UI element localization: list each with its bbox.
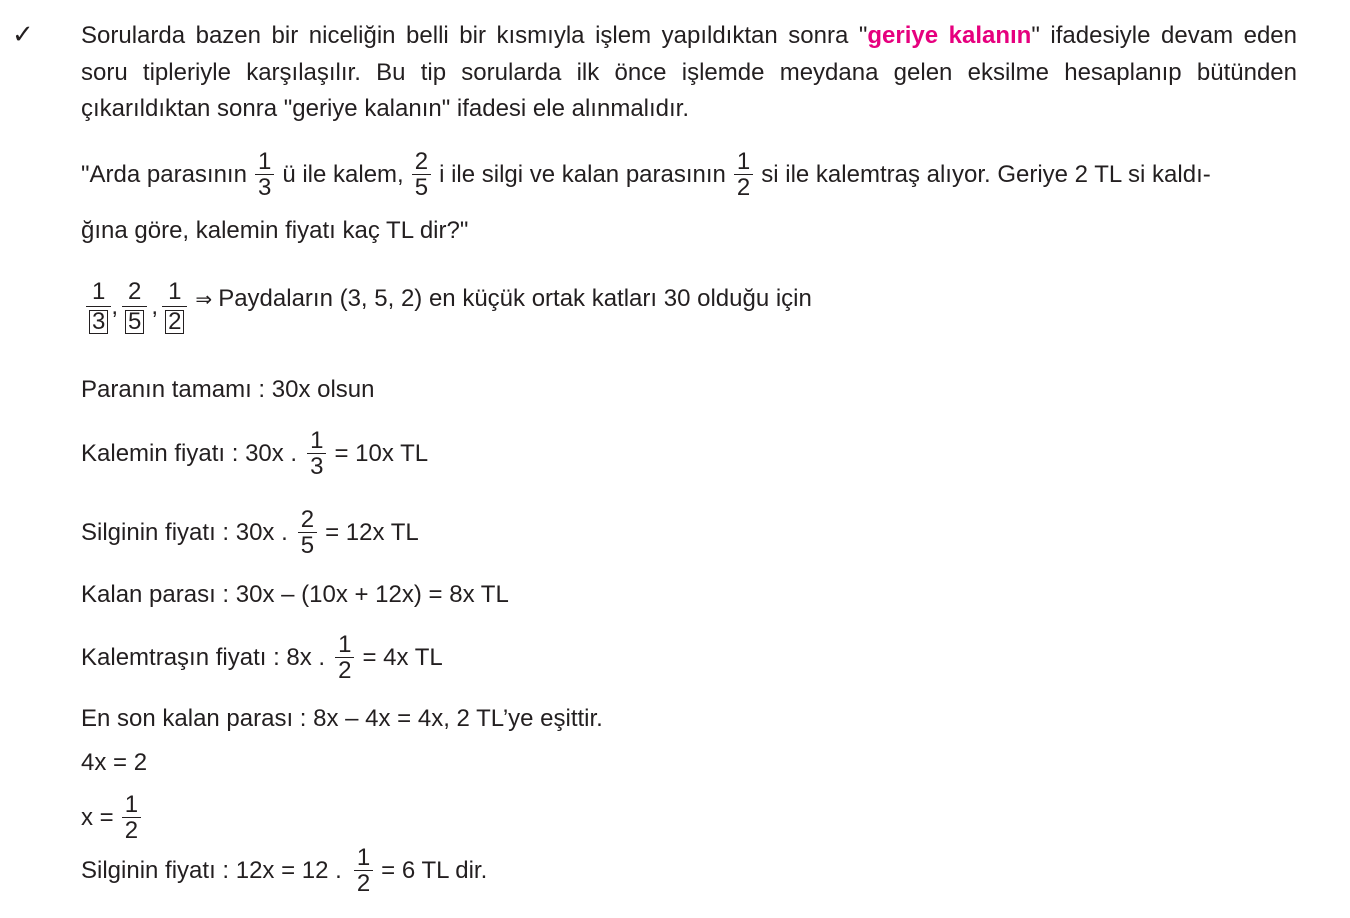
problem-text: si ile kalemtraş alıyor. Geriye 2 TL si kaldı- bbox=[761, 161, 1211, 188]
fraction-1-2 bbox=[122, 790, 141, 844]
step-result: = 12x TL bbox=[325, 519, 419, 546]
fraction-1-2 bbox=[335, 630, 354, 684]
intro-paragraph bbox=[81, 18, 1297, 128]
fraction-1-2 bbox=[734, 147, 753, 201]
numerator: 1 bbox=[335, 633, 354, 658]
numerator: 1 bbox=[354, 846, 373, 871]
boxed-denominator: 2 bbox=[165, 310, 184, 334]
boxed-denominator: 5 bbox=[125, 310, 144, 334]
numerator: 2 bbox=[122, 280, 147, 307]
numerator: 2 bbox=[298, 508, 317, 533]
problem-line-1 bbox=[81, 147, 1211, 203]
fraction-1-3 bbox=[255, 147, 274, 201]
intro-line-1 bbox=[81, 18, 1297, 55]
lcm-line bbox=[84, 272, 812, 342]
step-text: Kalemtraşın fiyatı : 8x . bbox=[81, 644, 326, 671]
numerator: 1 bbox=[734, 150, 753, 175]
step-pen-price bbox=[81, 426, 428, 482]
lcm-text: Paydaların (3, 5, 2) en küçük ortak katları 30 olduğu için bbox=[218, 285, 812, 312]
denominator: 3 bbox=[310, 452, 324, 480]
step-result: = 6 TL dir. bbox=[381, 857, 488, 884]
intro-line-3: çıkarıldıktan sonra "geriye kalanın" ifadesi ele alınmalıdır. bbox=[81, 95, 690, 122]
step-sharpener-price bbox=[81, 630, 443, 686]
problem-line-2: ğına göre, kalemin fiyatı kaç TL dir?" bbox=[81, 217, 469, 244]
denominator: 3 bbox=[257, 173, 272, 201]
numerator: 1 bbox=[255, 150, 274, 175]
fraction-1-3 bbox=[307, 426, 326, 480]
step-result: = 4x TL bbox=[362, 644, 443, 671]
denominator: 2 bbox=[736, 173, 751, 201]
implies-arrow-icon: ⇒ bbox=[195, 287, 213, 311]
problem-text: ü ile kalem, bbox=[282, 161, 404, 188]
fraction-2-5 bbox=[412, 147, 431, 201]
step-x-value bbox=[81, 791, 147, 845]
numerator: 1 bbox=[307, 429, 326, 454]
denominator: 2 bbox=[338, 656, 352, 684]
comma: , bbox=[111, 293, 119, 320]
boxed-denominator: 3 bbox=[89, 310, 108, 334]
intro-line-2: soru tipleriyle karşılaşılır. Bu tip sorularda ilk önce işlemde meydana gelen eksilme hesaplanıp bütünden bbox=[81, 58, 1297, 86]
step-result: = 10x TL bbox=[334, 440, 429, 467]
fraction-1-2 bbox=[354, 843, 373, 897]
step-final-remaining: En son kalan parası : 8x – 4x = 4x, 2 TL’ye eşittir. bbox=[81, 705, 603, 732]
problem-text: "Arda parasının bbox=[81, 161, 247, 188]
step-text: Silginin fiyatı : 12x = 12 . bbox=[81, 857, 342, 884]
step-eraser-price bbox=[81, 505, 419, 561]
numerator: 1 bbox=[122, 793, 141, 818]
step-equation: 4x = 2 bbox=[81, 749, 148, 776]
step-text: Silginin fiyatı : 30x . bbox=[81, 519, 288, 546]
step-text: x = bbox=[81, 804, 114, 831]
intro-text: Sorularda bazen bir niceliğin belli bir kısmıyla işlem yapıldıktan sonra " bbox=[81, 22, 868, 49]
step-total: Paranın tamamı : 30x olsun bbox=[81, 376, 375, 403]
problem-text: i ile silgi ve kalan parasının bbox=[439, 161, 726, 188]
step-answer bbox=[81, 843, 487, 899]
numerator: 1 bbox=[162, 280, 187, 307]
lcm-fraction-3 bbox=[162, 277, 187, 335]
numerator: 2 bbox=[412, 150, 431, 175]
numerator: 1 bbox=[86, 280, 111, 307]
fraction-2-5 bbox=[298, 505, 317, 559]
denominator: 5 bbox=[414, 173, 429, 201]
lcm-fraction-1 bbox=[86, 277, 111, 335]
comma: , bbox=[151, 293, 159, 320]
highlight-geriye-kalanin: geriye kalanın bbox=[867, 22, 1032, 49]
denominator: 2 bbox=[356, 869, 371, 897]
intro-text: " ifadesiyle devam eden bbox=[1031, 22, 1297, 49]
check-icon: ✓ bbox=[12, 20, 34, 50]
denominator: 5 bbox=[300, 531, 315, 559]
step-remaining: Kalan parası : 30x – (10x + 12x) = 8x TL bbox=[81, 581, 509, 608]
denominator: 2 bbox=[124, 816, 139, 844]
lcm-fraction-2 bbox=[122, 277, 147, 335]
step-text: Kalemin fiyatı : 30x . bbox=[81, 440, 298, 467]
